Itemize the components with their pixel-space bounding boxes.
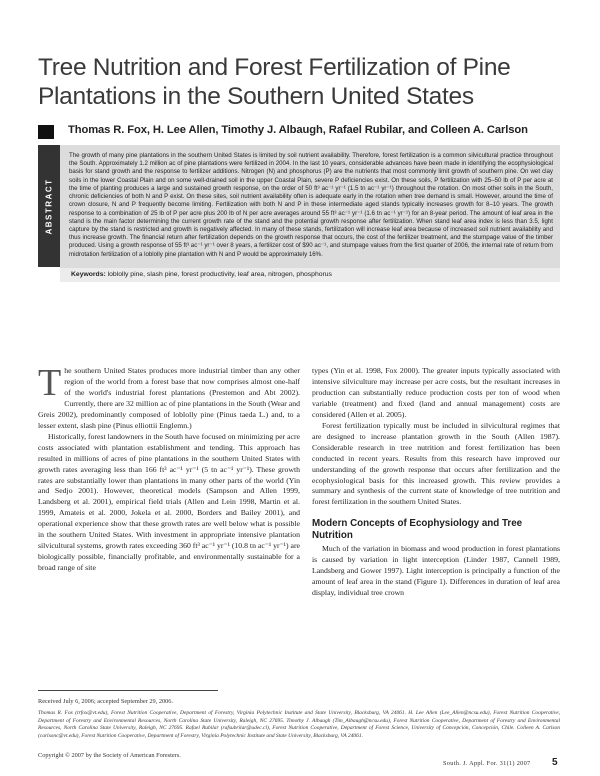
author-list: Thomas R. Fox, H. Lee Allen, Timothy J. Albaugh, Rafael Rubilar, and Colleen A. Carlson (68, 124, 528, 136)
author-marker-block (38, 125, 54, 139)
keywords-label: Keywords: (71, 271, 106, 278)
body-column-right (312, 366, 560, 599)
section-heading: Modern Concepts of Ecophysiology and Tree Nutrition (312, 518, 523, 542)
received-dates: Received July 6, 2006; accepted September 29, 2006. (38, 698, 173, 705)
journal-citation: South. J. Appl. For. 31(1) 2007 (443, 760, 531, 767)
drop-cap: T (38, 362, 62, 404)
body-column-left (38, 362, 300, 574)
abstract-label: ABSTRACT (44, 178, 54, 234)
continued-paragraph: types (Yin et al. 1998, Fox 2000). The greater inputs typically associated with intensive silviculture may increase per acre costs, but the resultant increases in production can substantially reduce production costs per ton of wood when variable (treatment) and fixed (land and annual management) costs are considered (Allen et al. 2005). (312, 366, 560, 419)
keywords-line (71, 271, 332, 278)
ecophysiology-paragraph: Much of the variation in biomass and wood production in forest plantations is caused by variation in light interception (Linder 1987, Cannell 1989, Landsberg and Gower 1997). Light interception is principally a function of the amount of leaf area in the stand (Figure 1). Differences in duration of leaf area display, individual tree crown (312, 544, 560, 598)
history-paragraph: Historically, forest landowners in the South have focused on minimizing per acre costs associated with plantation establishment and tending. This approach has resulted in millions of acres of pine plantations in the southern United States with growth rates averaging less than 166 ft³ ac⁻¹ yr⁻¹ (5 tn ac⁻¹ yr⁻¹). These growth rates are substantially lower than plantations in many other parts of the world (Yin and Sedjo 2001). However, theoretical models (Sampson and Allen 1999, Landsberg et al. 2001), empirical field trials (Allen and Lein 1998, Martin et al. 1999, Amateis et al. 2000, Jokela et al. 2000, Borders and Bailey 2001), and operational experience show that these growth rates are well below what is possible in the southern United States. With investment in appropriate intensive plantation silvicultural systems, growth rates exceeding 360 ft³ ac⁻¹ yr⁻¹ (10.8 tn ac⁻¹ yr⁻¹) are biologically possible, financially profitable, and environmentally sustainable for a broad range of site (38, 431, 300, 573)
abstract-label-container (38, 145, 60, 267)
article-title: Tree Nutrition and Forest Fertilization of Pine Plantations in the Southern United States (38, 54, 511, 110)
fertilization-paragraph: Forest fertilization typically must be included in silvicultural regimes that are designed to increase plantation growth in the South (Allen 1987). Considerable research in tree nutrition and forest fertilization has been conducted in recent years. Results from this research have improved our understanding of the growth response that occurs after fertilization and the ecophysiological basis for this increased growth. This review provides a summary and synthesis of the current state of knowledge of tree nutrition and forest fertilization in the southern United States. (312, 420, 560, 507)
intro-paragraph (38, 362, 300, 432)
footnote-divider (38, 690, 218, 691)
author-affiliations: Thomas R. Fox (trfox@vt.edu), Forest Nutrition Cooperative, Department of Forestry, Virginia Polytechnic Institute and State University, Blacksburg, VA 24061. H. Lee Allen (Lee_Allen@ncsu.edu), Forest Nutrition Cooperative, Department of Forestry and Environmental Resources, North Carolina State University, Raleigh, NC 27695. Timothy J. Albaugh (Tim_Albaugh@ncsu.edu), Forest Nutrition Cooperative, Department of Forestry and Environmental Resources, North Carolina State University, Raleigh, NC 27695. Rafael Rubilar (rafsubrilar@udec.cl), Forest Nutrition Cooperative, Department of Forest Science, University of Concepción, Concepción, Chile. Colleen A. Carlson (carlsonc@vt.edu), Forest Nutrition Cooperative, Department of Forestry, Virginia Polytechnic Institute and State University, Blacksburg, VA 24061. (38, 710, 560, 739)
keywords-list: loblolly pine, slash pine, forest productivity, leaf area, nitrogen, phosphorus (107, 271, 332, 278)
abstract-text: The growth of many pine plantations in the southern United States is limited by soil nutrient availability. Therefore, forest fertilization is a common silvicultural practice throughout the South. Approximately 1.2 million ac of pine plantations were fertilized in 2004. In the last 10 years, considerable advances have been made in identifying the ecophysiological basis for stand growth and the response to fertilizer additions. Nitrogen (N) and phosphorus (P) are the nutrients that most commonly limit growth of southern pine. On wet clay soils in the lower Coastal Plain and on some well-drained soil in the upper Coastal Plain, severe P deficiencies exist. On these soils, P fertilization with 25–50 lb of P per acre at the time of planting produces a large and sustained growth response, on the order of 50 ft³ ac⁻¹ yr⁻¹ (1.5 tn ac⁻¹ yr⁻¹) throughout the rotation. On most other soils in the South, chronic deficiencies of both N and P exist. On these sites, soil nutrient availability often is adequate early in the rotation when tree demand is small. However, around the time of crown closure, N and P frequently become limiting. Fertilization with both N and P in these intermediate aged stands typically increases growth for 8–10 years. The growth response to a combination of 25 lb of P per acre plus 200 lb of N per acre averages around 55 ft³ ac⁻¹ yr⁻¹ (1.6 tn ac⁻¹ yr⁻¹) for an 8-year period. The amount of leaf area in the stand is the main factor determining the current growth rate of the stand and the potential growth response after fertilization. When stand leaf area index is less than 3.5, light capture by the stand is restricted and growth is negatively affected. In many of these stands, fertilization will increase leaf area because of increased soil nutrient availability and thus increase growth. The financial return after fertilization depends on the growth response that occurs, the cost of the fertilizer treatment, and the stumpage value of the timber produced. Using a growth response of 55 ft³ ac⁻¹ yr⁻¹ over 8 years, a fertilizer cost of $90 ac⁻¹, and stumpage values from the first quarter of 2006, the internal rate of return from midrotation fertilization of a loblolly pine plantation with N and P would be approximately 16%. (69, 152, 553, 258)
copyright-notice: Copyright © 2007 by the Society of American Foresters. (38, 752, 181, 759)
author-bar (38, 124, 560, 140)
intro-paragraph-text: he southern United States produces more industrial timber than any other region of the world from a forest base that now comprises almost one-half of the world's industrial forest plantations (Prestemon and Abt 2002). Currently, there are 32 million ac of pine plantations in the South (Wear and Greis 2002), predominantly composed of loblolly pine (Pinus taeda L.) and, to a lesser extent, slash pine (Pinus elliottii Englemn.) (38, 366, 300, 430)
page-number: 5 (552, 757, 558, 768)
